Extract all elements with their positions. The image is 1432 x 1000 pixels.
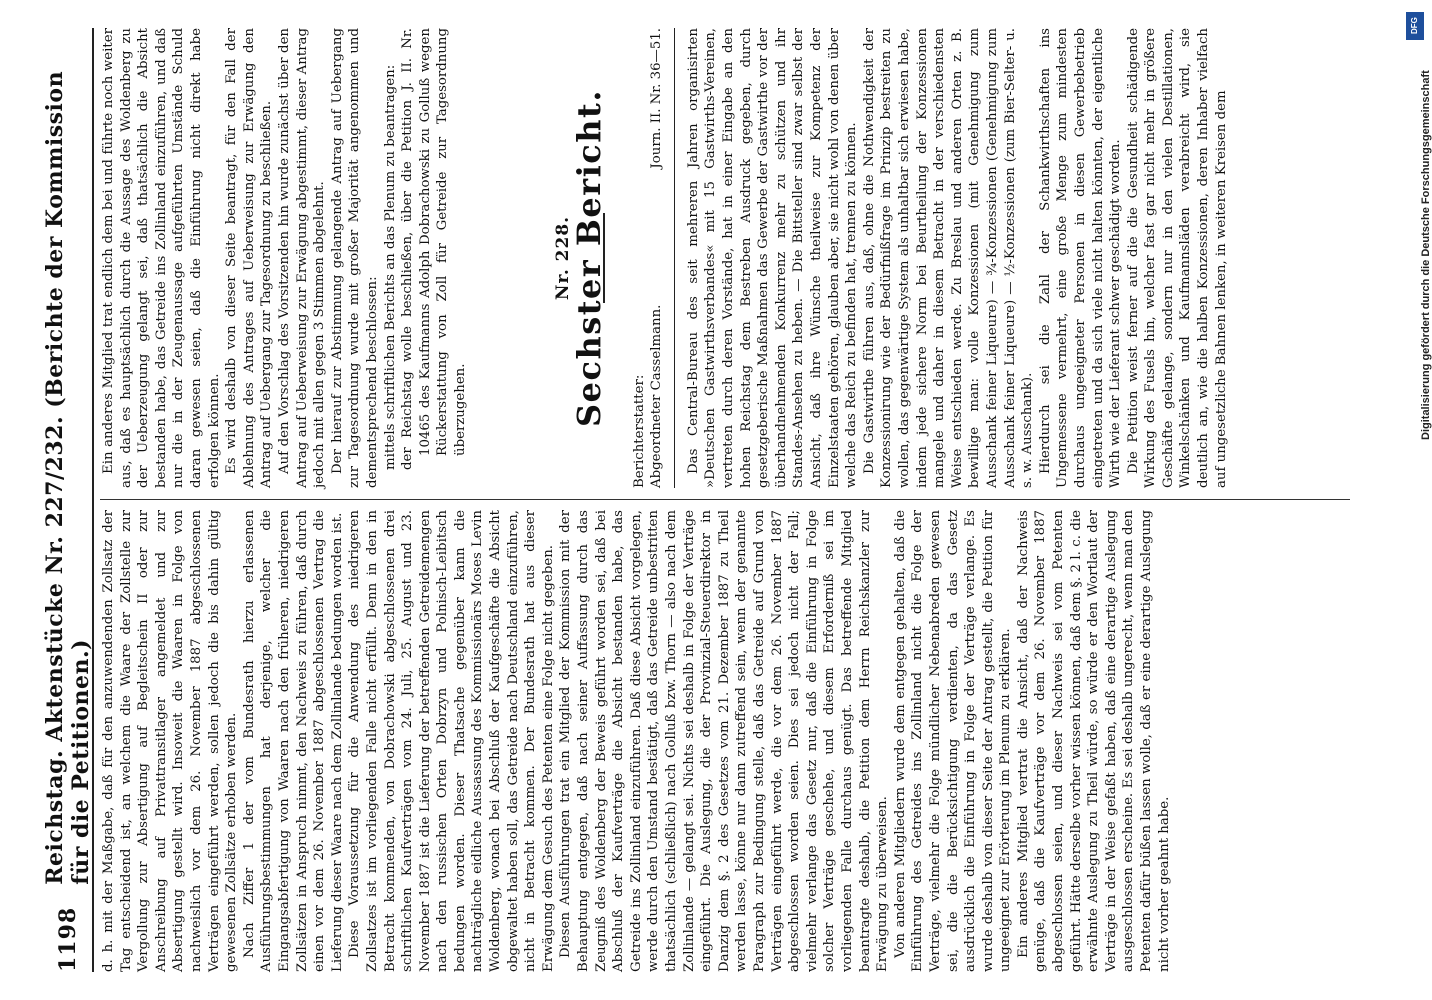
paragraph: Das Central-Bureau des seit mehreren Jahren organisirten »Deutschen Gastwirthsverbandes« mit 15 Gastwirths-Vereinen, vertreten durch deren Vorstände, hat in einer Eingabe an den hohen Reichstag dem Bestreben Ausdruck gegeben, durch gesetzgeberische Maßnahmen das Gewerbe der Gastwirthe vor der überhandnehmenden Konkurrenz mehr zu schützen und ihr Standes-Ansehen zu heben. — Die Bittsteller sind zwar selbst der Ansicht, daß ihre Wünsche theilweise zur Kompetenz der Einzelstaaten gehören, glauben aber, sie nicht wohl von denen über welche das Reich zu befinden hat, trennen zu können. — [685, 28, 860, 488]
resolution-intro: mittels schriftlichen Berichts an das Plenum zu beantragen: — [382, 64, 398, 470]
reporter-line-2 — [648, 28, 666, 488]
digitization-sidebar — [1396, 0, 1432, 1000]
journal-reference: Journ. II. Nr. 36—51. — [649, 28, 665, 169]
paragraph: Ein anderes Mitglied trat endlich dem bei und führte noch weiter aus, daß es hauptsächlich durch die Aussage des Woldenberg zu der Ueberzeugung gelangt sei, daß thatsächlich die Absicht bestanden habe, das Getreide ins Zollinland einzuführen, und daß nur die in der Zeugenaussage aufgeführten Umstände Schuld daran gewesen seien, daß die Einführung nicht direkt habe erfolgen können. — [101, 28, 222, 488]
paragraph: Von anderen Mitgliedern wurde dem entgegen gehalten, daß die Einführung des Getreides ins Zollinland nicht die Folge der Verträge, vielmehr die Folge mündlicher Nebenabreden gewesen sei, die die Berücksichtigung verdienten, da das Gesetz ausdrücklich die Einführung in Folge der Verträge verlange. Es wurde deshalb von dieser Seite der Antrag gestellt, die Petition für ungeeignet zur Erörterung im Plenum zu erklären. — [892, 510, 1014, 972]
resolution-text: der Reichstag wolle beschließen, über die Petition J. II. Nr. 10465 des Kaufmanns Adolph Dobrachowski zu Golluß wegen Rückerstattung von Zoll für Getreide zur Tagesordnung überzugehen. — [400, 28, 468, 470]
paragraph: Der hierauf zur Abstimmung gelangende Antrag auf Uebergang zur Tagesordnung wurde mit großer Majorität angenommen und dementsprechend beschlossen: — [329, 28, 380, 488]
paragraph: Es wird deshalb von dieser Seite beantragt, für den Fall der Ablehnung des Antrages auf Ueberweisung zur Erwägung den Antrag auf Uebergang zur Tagesordnung zu beschließen. — [224, 28, 275, 488]
reporter-line — [631, 28, 649, 488]
paragraph: d. h. mit der Maßgabe, daß für den anzuwendenden Zollsatz der Tag entscheidend ist, an welchem die Waare der Zollstelle zur Vergollung zur Absertigung auf Begleitschein II oder zur Anschreibung auf Privattransitlager angemeldet und zur Absertigung gestellt wird. Insoweit die Waaren in Folge von nachweislich vor dem 26. November 1887 abgeschlossenen Verträgen eingeführt werden, sollen jedoch die bis dahin gültig gewesenen Zollsätze erhoben werden. — [101, 510, 240, 972]
dfg-logo: DFG — [1406, 12, 1424, 40]
header-rule — [92, 28, 94, 972]
digitization-credit: Digitalisierung gefördert durch die Deutsche Forschungsgemeinschaft — [1420, 70, 1432, 440]
reporter-label: Berichterstatter: — [631, 374, 647, 488]
paragraph: Die Petition weist ferner auf die die Gesundheit schädigende Wirkung des Fusels hin, welcher fast gar nicht mehr in größere Geschäfte gelange, sondern nur in den vielen Destillationen, Winkelschänken und Kaufmannsläden verabreicht wird, sie deutlich an, wie die halben Konzessionen, deren Inhaber vielfach auf ungesetzliche Bahnen lenken, in weiteren Kreisen dem — [1125, 28, 1229, 488]
column-divider — [100, 499, 1350, 500]
page-header — [42, 28, 94, 972]
right-column — [100, 28, 1230, 488]
page-number: 1198 — [55, 906, 81, 972]
left-column — [100, 510, 1173, 972]
paragraph: Ein anderes Mitglied vertrat die Ansicht, daß der Nachweis genüge, daß die Kaufverträge vor dem 26. November 1887 abgeschlossen seien, und dieser Nachweis sei vom Petenten geführt. Hätte derselbe vorher wissen können, daß dem §. 2 l. c. die erwähnte Auslegung zu Theil würde, so würde er den Wortlaut der Verträge in der Weise gefaßt haben, daß eine derartige Auslegung ausgeschlossen erscheine. Es sei deshalb ungerecht, wenn man den Petenten dafür büßen lassen wolle, daß er eine derartige Auslegung nicht vorher geahnt habe. — [1015, 510, 1172, 972]
paragraph: Nach Ziffer 1 der vom Bundesrath hierzu erlassenen Ausführungsbestimmungen hat derjenige, welcher die Eingangsabfertigung von Waaren nach den früheren, niedrigeren Zollsätzen in Anspruch nimmt, den Nachweis zu führen, daß durch einen vor dem 26. November 1887 abgeschlossenen Vertrag die Lieferung dieser Waare nach dem Zollinlande bedungen worden ist. — [241, 510, 345, 972]
paragraph: Auf den Vorschlag des Vorsitzenden hin wurde zunächst über den Antrag auf Ueberweisung zur Erwägung abgestimmt, dieser Antrag jedoch mit allen gegen 3 Stimmen abgelehnt. — [276, 28, 328, 488]
running-title: Reichstag. Aktenstücke Nr. 227/232. (Berichte der Kommission für die Petitionen.) — [42, 70, 94, 885]
section-rule — [674, 28, 675, 488]
paragraph: Hierdurch sei die Zahl der Schankwirthschaften ins Ungemessene vermehrt, eine große Menge zum mindesten durchaus ungeeigneter Personen in diesen Gewerbebetrieb eingetreten und da sich viele nicht halten könnten, der eigentliche Wirth wie der Lieferant schwer geschädigt worden. — [1037, 28, 1124, 488]
paragraph: Diesen Ausführungen trat ein Mitglied der Kommission mit der Behauptung entgegen, daß nach seiner Auffassung durch das Zeugniß des Woldenberg der Beweis geführt worden sei, daß bei Abschluß der Kaufverträge die Absicht bestanden habe, das Getreide ins Zollinland einzuführen. Daß diese Absicht vorgelegen, werde durch den Umstand bestätigt, daß das Getreide unbestritten thatsächlich (schließlich) nach Golluß bzw. Thorn — also nach dem Zollinlande — gelangt sei. Nichts sei deshalb in Folge der Verträge eingeführt. Die Auslegung, die der Provinzial-Steuerdirektor in Danzig dem §. 2 des Gesetzes vom 21. Dezember 1887 zu Theil werden lasse, könne nur dann zutreffend sein, wenn der genannte Paragraph zur Bedingung stelle, daß das Getreide auf Grund von Verträgen eingeführt werde, die vor dem 26. November 1887 abgeschlossen worden seien. Dies sei jedoch nicht der Fall; vielmehr verlange das Gesetz nur, daß die Einführung in Folge solcher Verträge geschehe, und diesem Erforderniß sei im vorliegenden Falle durchaus genügt. Das betreffende Mitglied beantragte deshalb, die Petition dem Herrn Reichskanzler zur Erwägung zu überweisen. — [558, 510, 891, 972]
reporter-name: Abgeordneter Casselmann. — [649, 304, 665, 488]
paragraph: Diese Voraussetzung für die Anwendung des niedrigeren Zollsatzes ist im vorliegenden Falle nicht erfüllt. Denn in den in Betracht kommenden, von Dobrachowski abgeschlossenen drei schriftlichen Kaufverträgen vom 24. Juli, 25. August und 23. November 1887 ist die Lieferung der betreffenden Getreidemengen nach den russischen Orten Dobrzyn und Polnisch-Leibitsch bedungen worden. Dieser Thatsache gegenüber kann die nachträgliche eidliche Aussassung des Kommissionärs Moses Levin Woldenberg, wonach bei Abschluß der Kaufgeschäfte die Absicht obgewaltet haben soll, das Getreide nach Deutschland einzuführen, nicht in Betracht kommen. Der Bundesrath hat aus dieser Erwägung dem Gesuch des Petenten eine Folge nicht gegeben. — [347, 510, 556, 972]
section-title: Sechster Bericht. — [570, 89, 609, 427]
paragraph: Die Gastwirthe führen aus, daß, ohne die Nothwendigkeit der Konzessionirung wie der Bedürfnißfrage im Prinzip bestreiten zu wollen, das gegenwärtige System als unhaltbar sich erwiesen habe, indem jede sichere Norm bei Beurtheilung der Konzessionen mangele und daher in diesem Betracht in der verschiedensten Weise entschieden werde. Zu Breslau und anderen Orten z. B. bewillige man: volle Konzessionen (mit Genehmigung zum Ausschank feiner Liqueure) — ¾-Konzessionen (Genehmigung zum Ausschank feiner Liqueure) — ½-Konzessionen (zum Bier-Selter- u. s. w. Ausschank). — [861, 28, 1036, 488]
section-number: Nr. 228. — [553, 215, 574, 301]
